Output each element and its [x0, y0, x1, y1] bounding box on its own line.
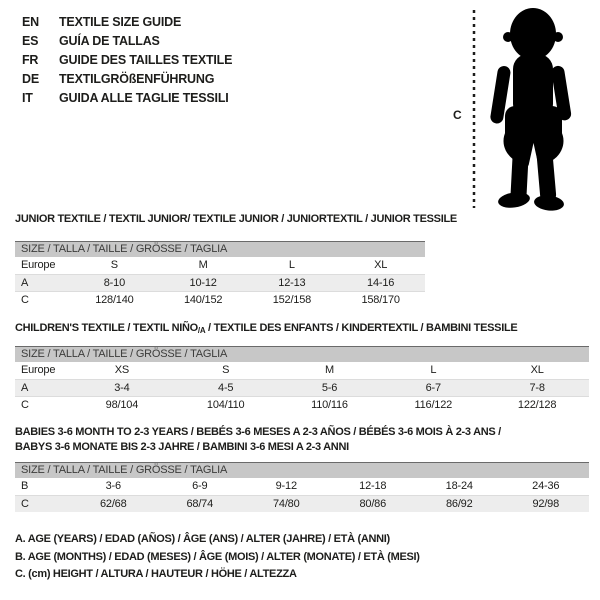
size-value-cell: 10-12: [189, 276, 217, 289]
size-value-cell: 6-9: [192, 480, 208, 493]
language-row: [22, 70, 232, 89]
children-title-post: / TEXTILE DES ENFANTS / KINDERTEXTIL / BAMBINI TESSILE: [205, 322, 518, 334]
size-value-cell: L: [288, 259, 295, 272]
babies-title-line2: BABYS 3-6 MONATE BIS 2-3 JAHRE / BAMBINI 3-6 MESI A 2-3 ANNI: [15, 440, 349, 453]
note-line-a: A. AGE (YEARS) / EDAD (AÑOS) / ÂGE (ANS) / ALTER (JAHRE) / ETÀ (ANNI): [15, 533, 390, 545]
language-code: ES: [22, 34, 39, 48]
babies-size-table: [15, 462, 589, 512]
size-value-cell: 3-6: [105, 480, 121, 493]
language-title: GUIDE DES TAILLES TEXTILE: [59, 53, 233, 67]
size-value-cell: 68/74: [186, 497, 214, 510]
children-title-pre: CHILDREN'S TEXTILE / TEXTIL NIÑO: [15, 322, 198, 334]
height-measure-label: C: [453, 108, 462, 122]
babies-table-title: [15, 425, 501, 454]
size-value-cell: 74/80: [272, 497, 300, 510]
language-code: FR: [22, 53, 39, 67]
height-figure: [450, 4, 585, 214]
size-value-cell: 12-13: [278, 276, 306, 289]
size-value-cell: S: [222, 364, 230, 377]
language-title: TEXTILGRÖßENFÜHRUNG: [59, 72, 215, 86]
size-value-cell: L: [430, 364, 437, 377]
language-row: [22, 32, 232, 51]
size-value-cell: M: [198, 259, 208, 272]
size-value-cell: 116/122: [414, 399, 453, 412]
table-row: [15, 379, 589, 397]
row-label-cell: C: [21, 497, 29, 510]
size-value-cell: 8-10: [103, 276, 125, 289]
size-value-cell: 24-36: [532, 480, 560, 493]
row-label-cell: B: [21, 480, 29, 493]
language-code: IT: [22, 91, 33, 105]
size-value-cell: 80/86: [359, 497, 387, 510]
row-label-cell: A: [21, 276, 29, 289]
size-header-bar: SIZE / TALLA / TAILLE / GRÖSSE / TAGLIA: [15, 346, 589, 362]
babies-title-line1: BABIES 3-6 MONTH TO 2-3 YEARS / BEBÉS 3-6 MESES A 2-3 AÑOS / BÉBÉS 3-6 MOIS À 2-3 ANS /: [15, 426, 501, 438]
size-value-cell: 104/110: [206, 399, 245, 412]
size-value-cell: 62/68: [99, 497, 127, 510]
row-label-cell: C: [21, 294, 29, 307]
size-value-cell: 140/152: [183, 294, 223, 307]
children-size-table: [15, 346, 589, 414]
children-title-sub: /A: [197, 326, 206, 335]
size-value-cell: 152/158: [272, 294, 312, 307]
size-value-cell: 122/128: [517, 399, 557, 412]
row-label-cell: A: [21, 381, 29, 394]
language-code: DE: [22, 72, 39, 86]
size-value-cell: 7-8: [529, 381, 545, 394]
size-value-cell: XL: [374, 259, 388, 272]
size-value-cell: XL: [530, 364, 544, 377]
table-row: [15, 362, 589, 379]
size-value-cell: 6-7: [425, 381, 441, 394]
size-value-cell: 9-12: [275, 480, 297, 493]
table-row: [15, 274, 425, 292]
note-line-c: C. (cm) HEIGHT / ALTURA / HAUTEUR / HÖHE / ALTEZZA: [15, 568, 297, 580]
size-value-cell: 98/104: [105, 399, 139, 412]
size-value-cell: XS: [114, 364, 130, 377]
row-label-cell: C: [21, 399, 29, 412]
size-value-cell: 128/140: [95, 294, 134, 307]
table-row: [15, 397, 589, 414]
table-row: [15, 257, 425, 274]
language-row: [22, 51, 232, 70]
baby-silhouette-icon: [470, 4, 583, 214]
language-title: GUIDA ALLE TAGLIE TESSILI: [59, 91, 229, 105]
language-code: EN: [22, 15, 39, 29]
language-list: [22, 13, 232, 108]
size-value-cell: 5-6: [321, 381, 338, 394]
language-row: [22, 13, 232, 32]
row-label-cell: Europe: [21, 364, 56, 377]
junior-table-title: JUNIOR TEXTILE / TEXTIL JUNIOR/ TEXTILE JUNIOR / JUNIORTEXTIL / JUNIOR TESSILE: [15, 213, 457, 225]
note-line-b: B. AGE (MONTHS) / EDAD (MESES) / ÂGE (MOIS) / ALTER (MONATE) / ETÀ (MESI): [15, 550, 420, 563]
size-value-cell: 92/98: [532, 497, 560, 510]
size-value-cell: M: [325, 364, 334, 377]
table-row: [15, 495, 589, 512]
size-value-cell: 12-18: [359, 480, 387, 493]
language-title: TEXTILE SIZE GUIDE: [59, 15, 182, 29]
size-header-bar: SIZE / TALLA / TAILLE / GRÖSSE / TAGLIA: [15, 241, 425, 257]
legend-notes: [15, 531, 420, 584]
language-row: [22, 89, 232, 108]
size-value-cell: 158/170: [361, 294, 400, 307]
size-value-cell: 3-4: [114, 381, 130, 394]
size-value-cell: 18-24: [445, 480, 473, 493]
size-value-cell: 86/92: [445, 497, 473, 510]
children-table-title: [15, 322, 517, 335]
size-value-cell: 4-5: [218, 381, 234, 394]
junior-size-table: [15, 241, 425, 309]
size-value-cell: 14-16: [367, 276, 395, 289]
size-value-cell: 110/116: [311, 399, 348, 412]
table-row: [15, 292, 425, 309]
size-value-cell: S: [110, 259, 118, 272]
row-label-cell: Europe: [21, 259, 56, 272]
language-title: GUÍA DE TALLAS: [59, 34, 160, 48]
size-header-bar: SIZE / TALLA / TAILLE / GRÖSSE / TAGLIA: [15, 462, 589, 478]
table-row: [15, 478, 589, 495]
